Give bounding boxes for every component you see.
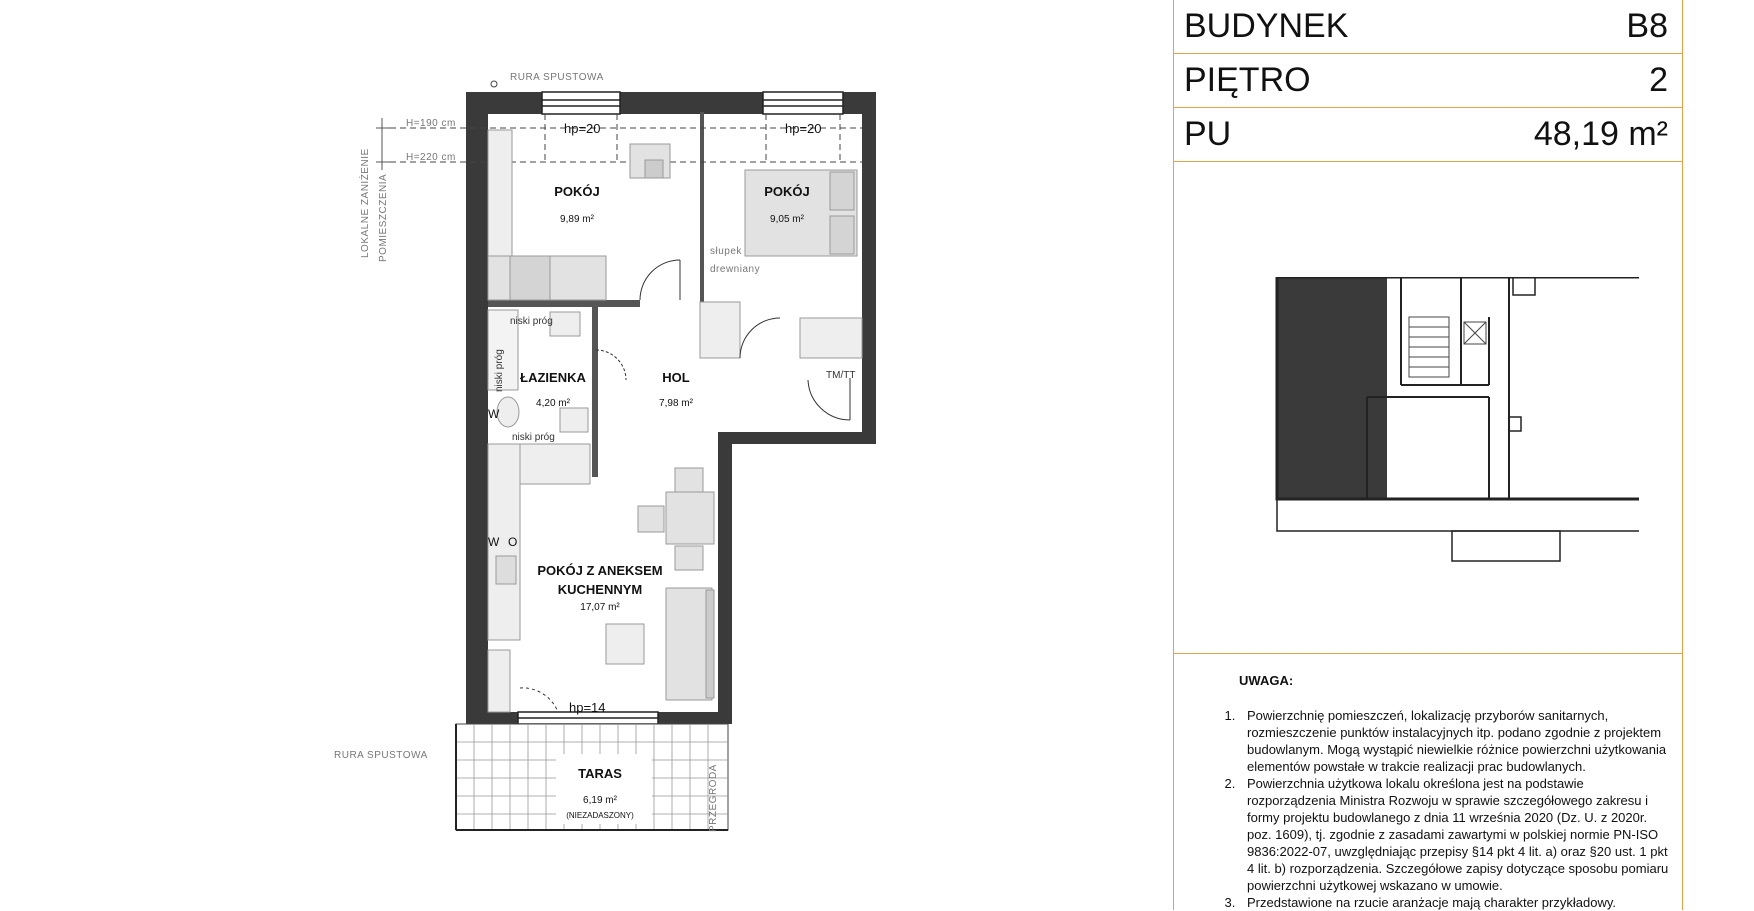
label-hp20-a: hp=20 (564, 121, 601, 136)
notes (1194, 672, 1669, 911)
room-name-salon-line1: POKÓJ Z ANEKSEM (537, 563, 663, 578)
room-name-lazienka: ŁAZIENKA (520, 370, 586, 385)
label-niski-prog-2: niski próg (494, 349, 505, 392)
room-area-taras: 6,19 m² (583, 795, 617, 806)
floor-label: PIĘTRO (1184, 61, 1311, 99)
room-area-lazienka: 4,20 m² (536, 398, 570, 409)
row-area (1174, 108, 1682, 162)
label-o1: O (508, 535, 518, 549)
label-rura-bottom: RURA SPUSTOWA (334, 750, 428, 761)
note-item: 3. Przedstawione na rzucie aranżacje mają charakter przykładowy. (1239, 894, 1669, 911)
area-value: 48,19 m² (1533, 115, 1668, 153)
furniture (488, 130, 862, 712)
label-rura-top: RURA SPUSTOWA (510, 72, 604, 83)
label-slupek-2: drewniany (710, 264, 761, 275)
label-przegroda: PRZEGRODA (708, 764, 719, 832)
room-name-hol: HOL (662, 370, 690, 385)
room-area-pokoj-2: 9,05 m² (770, 214, 804, 225)
room-area-pokoj-1: 9,89 m² (560, 214, 594, 225)
notes-title: UWAGA: (1239, 673, 1294, 688)
room-area-salon: 17,07 m² (580, 602, 620, 613)
building-value: B8 (1626, 7, 1668, 45)
label-tmtt: TM/TT (826, 370, 856, 381)
room-name-taras: TARAS (578, 766, 622, 781)
floor-value: 2 (1649, 61, 1668, 99)
note-item: 2. Powierzchnia użytkowa lokalu określona jest na podstawie rozporządzenia Ministra Rozwoju w sprawie szczegółowego zakresu i formy projektu budowlanego z dnia 11 września 2020 (Dz. U. z 2020r. poz. 1609), tj. zgodnie z zasadami zawartymi w polskiej normie PN-ISO 9836:2022-07, uwzględniając przepisy §14 pkt 4 lit. a) oraz §20 ust. 1 pkt 4 lit. b) rozporządzenia. Szczegółowe zapisy dotyczące sposobu pomiaru powierzchni użytkowej wskazano w umowie. (1239, 775, 1669, 894)
label-w1: W (488, 407, 500, 421)
room-name-pokoj-1: POKÓJ (554, 184, 600, 199)
label-h190: H=190 cm (406, 118, 456, 129)
label-hp14: hp=14 (569, 700, 606, 715)
label-lokalne-2: POMIESZCZENIA (378, 173, 389, 262)
key-plan (1219, 277, 1639, 567)
room-name-pokoj-2: POKÓJ (764, 184, 810, 199)
label-h220: H=220 cm (406, 152, 456, 163)
building-label: BUDYNEK (1184, 7, 1349, 45)
label-w2: W (488, 535, 500, 549)
room-name-salon-line2: KUCHENNYM (557, 582, 643, 597)
row-building (1174, 0, 1682, 54)
label-niski-prog-3: niski próg (512, 432, 555, 443)
key-plan-box (1174, 162, 1682, 654)
info-panel (1173, 0, 1683, 910)
label-hp20-b: hp=20 (785, 121, 822, 136)
label-niski-prog-1: niski próg (510, 316, 553, 327)
label-slupek-1: słupek (710, 246, 742, 257)
notes-list (1194, 707, 1669, 911)
area-label: PU (1184, 115, 1232, 153)
label-lokalne-1: LOKALNE ZANIŻENIE (360, 148, 371, 258)
note-item: 1. Powierzchnię pomieszczeń, lokalizację przyborów sanitarnych, rozmieszczenie punktów instalacyjnych itp. podano zgodnie z projektem budowlanym. Mogą wystąpić niewielkie różnice powierzchni użytkowania elementów powstałe w trakcie realizacji prac budowlanych. (1239, 707, 1669, 775)
height-dimension (376, 118, 390, 170)
row-floor (1174, 54, 1682, 108)
taras-note: (NIEZADASZONY) (566, 811, 634, 820)
room-area-hol: 7,98 m² (659, 398, 693, 409)
